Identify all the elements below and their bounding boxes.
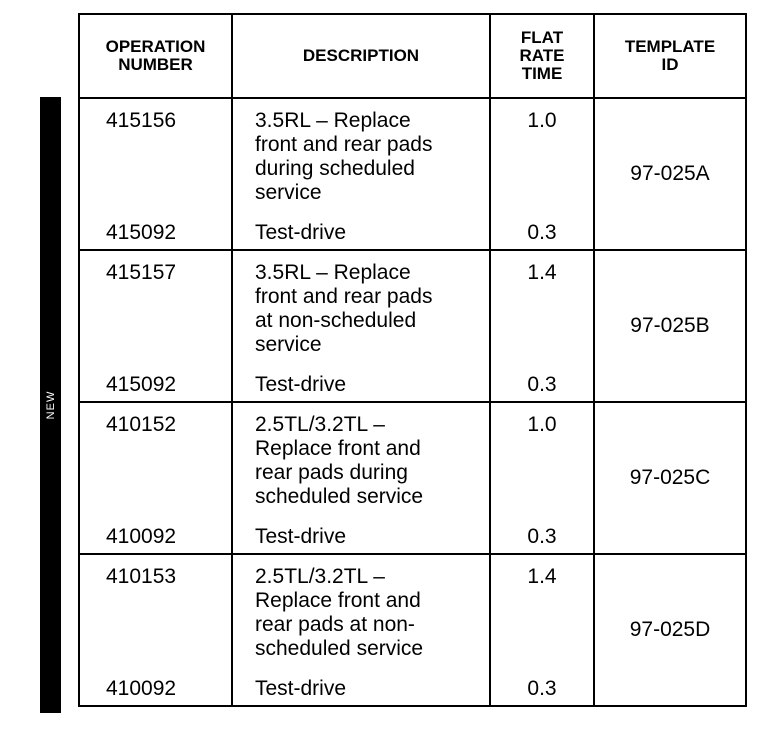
flat-rate-time-cell — [490, 250, 594, 402]
template-id: 97-025A — [594, 98, 746, 250]
header-flat-rate-time-line: RATE — [519, 46, 565, 65]
header-flat-rate-time-line: FLAT — [520, 28, 564, 47]
description-line: service — [255, 333, 322, 356]
description-line: front and rear pads — [255, 133, 433, 156]
description-text — [233, 109, 489, 205]
header-flat-rate-time-line: TIME — [521, 64, 563, 83]
description-line: at non-scheduled — [255, 309, 417, 332]
description-line: 3.5RL – Replace — [255, 109, 411, 132]
header-description — [232, 14, 490, 98]
operation-number-cell — [79, 402, 232, 554]
flat-rate-time: 1.4 — [527, 261, 557, 284]
header-operation-number — [79, 14, 232, 98]
test-operation-number: 415092 — [106, 373, 177, 396]
description-line: front and rear pads — [255, 285, 433, 308]
table-row — [79, 98, 746, 250]
test-description: Test-drive — [255, 373, 347, 396]
description-line: rear pads during — [255, 461, 408, 484]
description-line: scheduled service — [255, 637, 424, 660]
description-line: during scheduled — [255, 157, 415, 180]
test-description: Test-drive — [255, 221, 347, 244]
test-description: Test-drive — [255, 677, 347, 700]
operation-number: 415157 — [106, 261, 177, 284]
test-operation-number: 410092 — [106, 677, 177, 700]
description-cell — [232, 554, 490, 706]
header-operation-number-line: NUMBER — [118, 55, 193, 74]
header-row — [79, 14, 746, 98]
description-cell — [232, 250, 490, 402]
header-template-id-line: ID — [661, 55, 679, 74]
flat-rate-time: 1.0 — [527, 109, 557, 132]
operation-number-cell — [79, 250, 232, 402]
header-description-line: DESCRIPTION — [302, 46, 420, 65]
description-line: service — [255, 181, 322, 204]
description-line: Replace front and — [255, 437, 421, 460]
header-template-id-line: TEMPLATE — [624, 37, 716, 56]
test-operation-number: 415092 — [106, 221, 177, 244]
header-flat-rate-time — [490, 14, 594, 98]
test-flat-rate-time: 0.3 — [527, 373, 557, 396]
flat-rate-time-cell — [490, 98, 594, 250]
test-flat-rate-time: 0.3 — [527, 677, 557, 700]
description-line: 2.5TL/3.2TL – — [255, 565, 385, 588]
description-line: scheduled service — [255, 485, 424, 508]
header-operation-number-line: OPERATION — [105, 37, 206, 56]
operation-number-cell — [79, 98, 232, 250]
description-line: 3.5RL – Replace — [255, 261, 411, 284]
flat-rate-time-cell — [490, 554, 594, 706]
flat-rate-time: 1.4 — [527, 565, 557, 588]
operation-number: 410153 — [106, 565, 177, 588]
template-id: 97-025C — [594, 402, 746, 554]
operation-number: 410152 — [106, 413, 177, 436]
header-template-id — [594, 14, 746, 98]
operations-table — [78, 13, 747, 707]
description-line: Replace front and — [255, 589, 421, 612]
description-line: 2.5TL/3.2TL – — [255, 413, 385, 436]
test-operation-number: 410092 — [106, 525, 177, 548]
table-row — [79, 402, 746, 554]
table-row — [79, 554, 746, 706]
template-id: 97-025D — [594, 554, 746, 706]
test-description: Test-drive — [255, 525, 347, 548]
test-flat-rate-time: 0.3 — [527, 525, 557, 548]
description-cell — [232, 402, 490, 554]
new-sidebar-bar — [40, 97, 61, 713]
test-flat-rate-time: 0.3 — [527, 221, 557, 244]
description-cell — [232, 98, 490, 250]
flat-rate-time-cell — [490, 402, 594, 554]
new-sidebar-label: NEW — [44, 390, 57, 420]
description-text — [233, 261, 489, 357]
flat-rate-time: 1.0 — [527, 413, 557, 436]
template-id: 97-025B — [594, 250, 746, 402]
description-text — [233, 565, 489, 661]
description-text — [233, 413, 489, 509]
operation-number-cell — [79, 554, 232, 706]
description-line: rear pads at non- — [255, 613, 415, 636]
table-row — [79, 250, 746, 402]
operation-number: 415156 — [106, 109, 177, 132]
